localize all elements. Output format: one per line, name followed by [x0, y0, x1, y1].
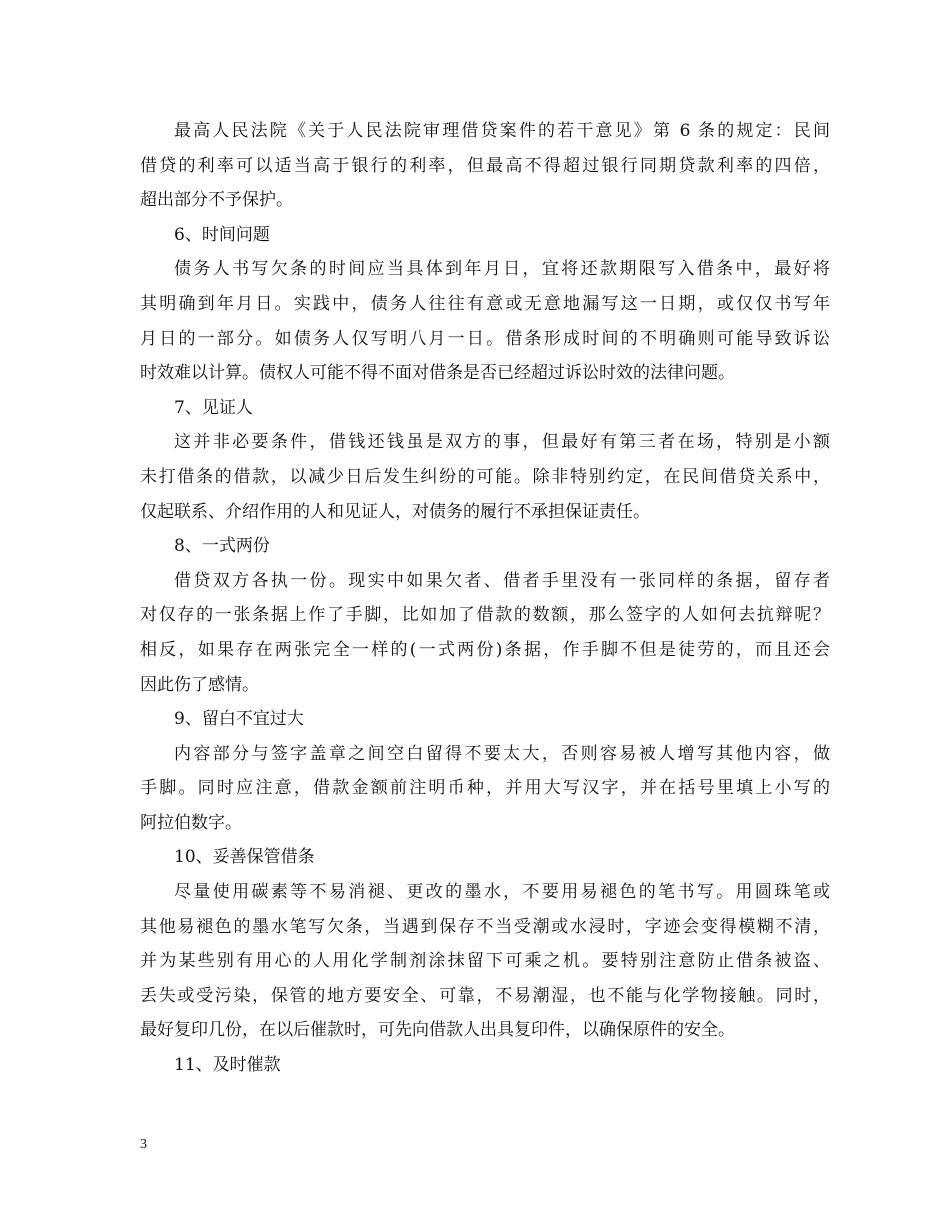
text-line: 因此伤了感情。 — [140, 674, 259, 695]
text-line: 这并非必要条件，借钱还钱虽是双方的事，但最好有第三者在场，特别是小额 — [174, 432, 830, 453]
text-line: 最好复印几份，在以后催款时，可先向借款人出具复印件，以确保原件的安全。 — [140, 1020, 735, 1041]
section-heading: 7、见证人 — [174, 397, 253, 418]
paragraph — [140, 564, 830, 702]
text-line: 超出部分不予保护。 — [140, 190, 293, 211]
text-line: 其他易褪色的墨水笔写欠条，当遇到保存不当受潮或水浸时，字迹会变得模糊不清， — [140, 916, 830, 937]
paragraph — [140, 737, 830, 841]
text-line: 借贷的利率可以适当高于银行的利率，但最高不得超过银行同期贷款利率的四倍， — [140, 155, 830, 176]
section-heading: 10、妥善保管借条 — [174, 847, 315, 868]
section-heading: 8、一式两份 — [174, 536, 270, 557]
text-line: 债务人书写欠条的时间应当具体到年月日，宜将还款期限写入借条中，最好将 — [174, 259, 830, 280]
page-number: 3 — [140, 1137, 147, 1152]
text-line: 月日的一部分。如债务人仅写明八月一日。借条形成时间的不明确则可能导致诉讼 — [140, 328, 830, 349]
paragraph — [140, 114, 830, 218]
text-line: 阿拉伯数字。 — [140, 812, 242, 833]
section-heading: 11、及时催款 — [174, 1055, 281, 1076]
text-line: 并为某些别有用心的人用化学制剂涂抹留下可乘之机。要特别注意防止借条被盗、 — [140, 951, 830, 972]
text-line: 内容部分与签字盖章之间空白留得不要太大，否则容易被人增写其他内容，做 — [174, 743, 830, 764]
section-heading: 6、时间问题 — [174, 224, 270, 245]
text-line: 其明确到年月日。实践中，债务人往往有意或无意地漏写这一日期，或仅仅书写年 — [140, 293, 830, 314]
text-line: 丢失或受污染，保管的地方要安全、可靠，不易潮湿，也不能与化学物接触。同时， — [140, 985, 830, 1006]
body-text — [140, 114, 830, 1083]
text-line: 对仅存的一张条据上作了手脚，比如加了借款的数额，那么签字的人如何去抗辩呢？ — [140, 605, 830, 626]
text-line: 借贷双方各执一份。现实中如果欠者、借者手里没有一张同样的条据，留存者 — [174, 570, 830, 591]
text-line: 手脚。同时应注意，借款金额前注明币种，并用大写汉字，并在括号里填上小写的 — [140, 778, 830, 799]
text-line: 尽量使用碳素等不易消褪、更改的墨水，不要用易褪色的笔书写。用圆珠笔或 — [174, 882, 830, 903]
paragraph — [140, 875, 830, 1048]
paragraph — [140, 252, 830, 390]
text-line: 未打借条的借款，以减少日后发生纠纷的可能。除非特别约定，在民间借贷关系中， — [140, 466, 830, 487]
paragraph — [140, 425, 830, 529]
section-heading: 9、留白不宜过大 — [174, 709, 304, 730]
text-line: 最高人民法院《关于人民法院审理借贷案件的若干意见》第 6 条的规定：民间 — [174, 121, 830, 141]
text-line: 相反，如果存在两张完全一样的(一式两份)条据，作手脚不但是徒劳的，而且还会 — [140, 639, 830, 660]
text-line: 时效难以计算。债权人可能不得不面对借条是否已经超过诉讼时效的法律问题。 — [140, 363, 735, 384]
text-line: 仅起联系、介绍作用的人和见证人，对债务的履行不承担保证责任。 — [140, 501, 650, 522]
